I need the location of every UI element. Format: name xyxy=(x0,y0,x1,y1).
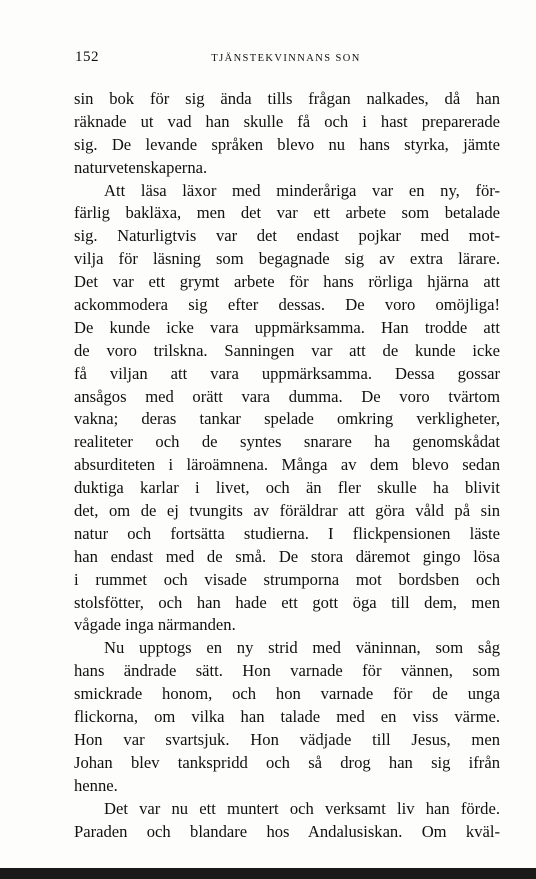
page-number: 152 xyxy=(75,49,99,65)
text-line: flickorna, om vilka han talade med en viss värme. xyxy=(74,707,500,727)
text-line: hans ändrade sätt. Hon varnade för vännen, som xyxy=(74,661,500,681)
text-line: vakna; deras tankar spelade omkring verkligheter, xyxy=(74,409,500,429)
text-line: det, om de ej tvungits av föräldrar att göra våld på sin xyxy=(74,501,500,521)
text-line: Hon var svartsjuk. Hon vädjade till Jesus, men xyxy=(74,729,500,749)
text-line: Johan blev tankspridd och så drog han sig ifrån xyxy=(74,752,500,772)
text-line: smickrade honom, och hon varnade för de unga xyxy=(74,684,500,704)
text-line: i rummet och visade strumporna mot bordsben och xyxy=(74,569,500,589)
text-line: färlig bakläxa, men det var ett arbete som betalade xyxy=(74,203,500,223)
text-line: vågade inga närmanden. xyxy=(74,615,236,635)
text-line: De kunde icke vara uppmärksamma. Han trodde att xyxy=(74,317,500,337)
text-line: naturvetenskaperna. xyxy=(74,157,208,177)
text-line: sig. De levande språken blevo nu hans styrka, jämte xyxy=(74,134,500,154)
text-line: ansågos med orätt vara dumma. De voro tvärtom xyxy=(74,386,500,406)
text-line: absurditeten i läroämnena. Många av dem blevo sedan xyxy=(74,455,500,475)
text-line: realiteter och de syntes snarare ha genomskådat xyxy=(74,432,500,452)
text-line: Det var ett grymt arbete för hans rörliga hjärna att xyxy=(74,272,500,292)
scan-bottom-edge xyxy=(0,868,536,879)
text-line: Det var nu ett muntert och verksamt liv han förde. xyxy=(104,798,500,818)
text-line: natur och fortsätta studierna. I flickpensionen läste xyxy=(74,523,500,543)
text-line: stolsfötter, och han hade ett gott öga till dem, men xyxy=(74,592,500,612)
text-line: räknade ut vad han skulle få och i hast preparerade xyxy=(74,111,500,131)
text-line: ackommodera sig efter dessas. De voro omöjliga! xyxy=(74,295,500,315)
text-line: han endast med de små. De stora däremot gingo lösa xyxy=(74,546,500,566)
text-line: vilja för läsning som begagnade sig av extra lärare. xyxy=(74,249,500,269)
text-line: de voro trilskna. Sanningen var att de kunde icke xyxy=(74,340,500,360)
text-line: få viljan att vara uppmärksamma. Dessa gossar xyxy=(74,363,500,383)
text-line: Paraden och blandare hos Andalusiskan. Om kväl- xyxy=(74,821,500,841)
body-text xyxy=(74,88,500,843)
running-head: TJÄNSTEKVINNANS SON xyxy=(211,53,361,64)
text-line: Att läsa läxor med minderåriga var en ny, för- xyxy=(104,180,500,200)
text-line: Nu upptogs en ny strid med väninnan, som såg xyxy=(104,638,500,658)
text-line: sin bok för sig ända tills frågan nalkades, då han xyxy=(74,89,500,108)
text-line: duktiga karlar i livet, och än fler skulle ha blivit xyxy=(74,478,500,498)
text-line: henne. xyxy=(74,775,118,795)
text-line: sig. Naturligtvis var det endast pojkar med mot- xyxy=(74,226,500,246)
